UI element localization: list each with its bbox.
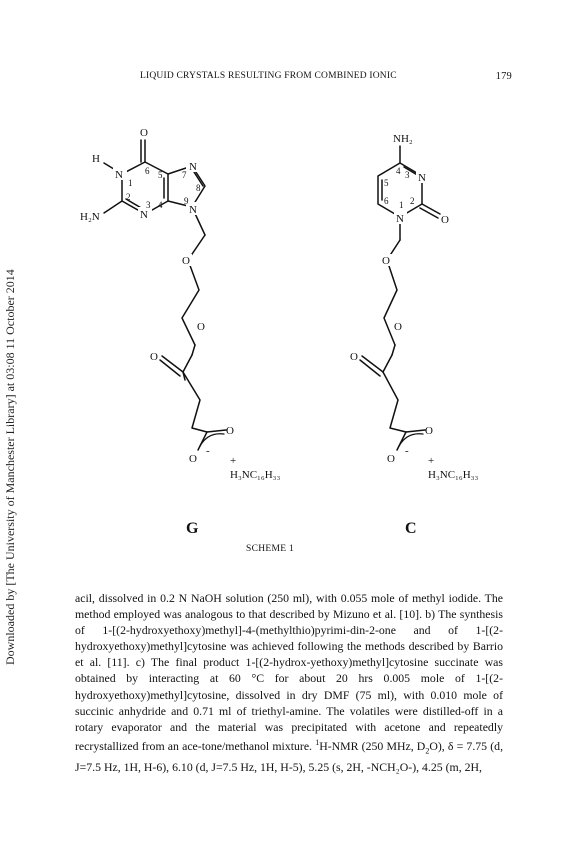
c-carbonyl2-o: O xyxy=(350,351,358,363)
c-plus: + xyxy=(428,455,435,467)
c-num-6: 6 xyxy=(384,196,389,206)
molecule-label-g: G xyxy=(186,520,199,537)
g-cation: H₃NC₁₆H₃₃ xyxy=(230,469,281,481)
g-num-7: 7 xyxy=(182,170,187,180)
c-keto-o: O xyxy=(441,214,449,226)
g-carbonyl2-o: O xyxy=(150,351,158,363)
nmr-superscript: 1 xyxy=(315,737,320,747)
c-minus: - xyxy=(405,445,409,457)
g-n3: N xyxy=(140,209,148,221)
g-ether-o: O xyxy=(182,255,190,267)
c-num-4: 4 xyxy=(396,166,401,176)
guanine-structure xyxy=(104,140,226,450)
download-watermark: Downloaded by [The University of Manchester Library] at 03:08 11 October 2014 xyxy=(3,269,17,665)
running-title: LIQUID CRYSTALS RESULTING FROM COMBINED IONIC xyxy=(140,71,397,81)
cytosine-structure xyxy=(360,146,440,450)
nmr-text-rest: O), δ = 7.75 (d, J=7.5 Hz, 1H, H-6), 6.10 (d, J=7.5 Hz, 1H, H-5), 5.25 (s, 2H, -NCH₂O-), 4.25 (m, 2H, xyxy=(75,738,504,775)
g-num-6: 6 xyxy=(145,166,150,176)
g-carboxyl-o: O xyxy=(226,425,234,437)
g-n9: N xyxy=(189,204,197,216)
g-num-4: 4 xyxy=(158,200,163,210)
c-carboxyl-o: O xyxy=(425,425,433,437)
c-oxide-o: O xyxy=(387,453,395,465)
c-amine: NH₂ xyxy=(393,133,413,145)
g-h: H xyxy=(92,153,100,165)
g-carbonyl-o: O xyxy=(140,127,148,139)
g-num-2: 2 xyxy=(126,192,131,202)
c-cation: H₃NC₁₆H₃₃ xyxy=(428,469,479,481)
body-text-main: acil, dissolved in 0.2 N NaOH solution (250 ml), with 0.055 mole of methyl iodide. The method employed was analogous to that described by Mizuno et al. [10]. b) The synthesis of 1-[(2-hydroxyethoxy)methyl]-4-(methylthio)pyrimi-din-2-one and of 1-[(2-hydroxyethoxy)methyl]cytosine was achieved following the methods described by Barrio et al. [11]. c) The final product 1-[(2-hydrox-yethoxy)methyl]cytosine succinate was obtained by interacting at 60 °C for about 20 hrs 0.005 mole of 1-[(2-hydroxyethoxy)methyl]cytosine, dissolved in dry DMF (75 ml), with 0.010 mole of succinic anhydride and 0.71 ml of triethyl-amine. The volatiles were distilled-off in a rotary evaporator and the material was precipitated with acetone and repeatedly recrystallized from an ace-tone/methanol mixture. xyxy=(75,591,503,753)
g-num-5: 5 xyxy=(158,170,163,180)
g-num-8: 8 xyxy=(196,183,201,193)
g-n1: N xyxy=(115,169,123,181)
g-oxide-o: O xyxy=(189,453,197,465)
c-num-3: 3 xyxy=(405,170,410,180)
c-ester-o: O xyxy=(394,321,402,333)
c-num-2: 2 xyxy=(410,196,415,206)
g-amine: H₂N xyxy=(80,211,100,223)
g-num-9: 9 xyxy=(184,196,189,206)
c-ether-o: O xyxy=(382,255,390,267)
c-n3: N xyxy=(418,172,426,184)
molecule-label-c: C xyxy=(405,520,417,537)
nmr-subscript: 2 xyxy=(425,746,430,756)
nmr-text: H-NMR (250 MHz, D xyxy=(319,738,426,753)
g-num-1: 1 xyxy=(128,178,133,188)
scheme-caption: SCHEME 1 xyxy=(246,544,295,554)
c-n1: N xyxy=(396,213,404,225)
page-number: 179 xyxy=(495,71,512,82)
g-minus: - xyxy=(206,445,210,457)
g-num-3: 3 xyxy=(146,200,151,210)
body-paragraph xyxy=(75,590,503,775)
c-num-1: 1 xyxy=(399,200,404,210)
g-plus: + xyxy=(230,455,237,467)
g-ester-o: O xyxy=(197,321,205,333)
g-n7: N xyxy=(189,161,197,173)
c-num-5: 5 xyxy=(384,178,389,188)
